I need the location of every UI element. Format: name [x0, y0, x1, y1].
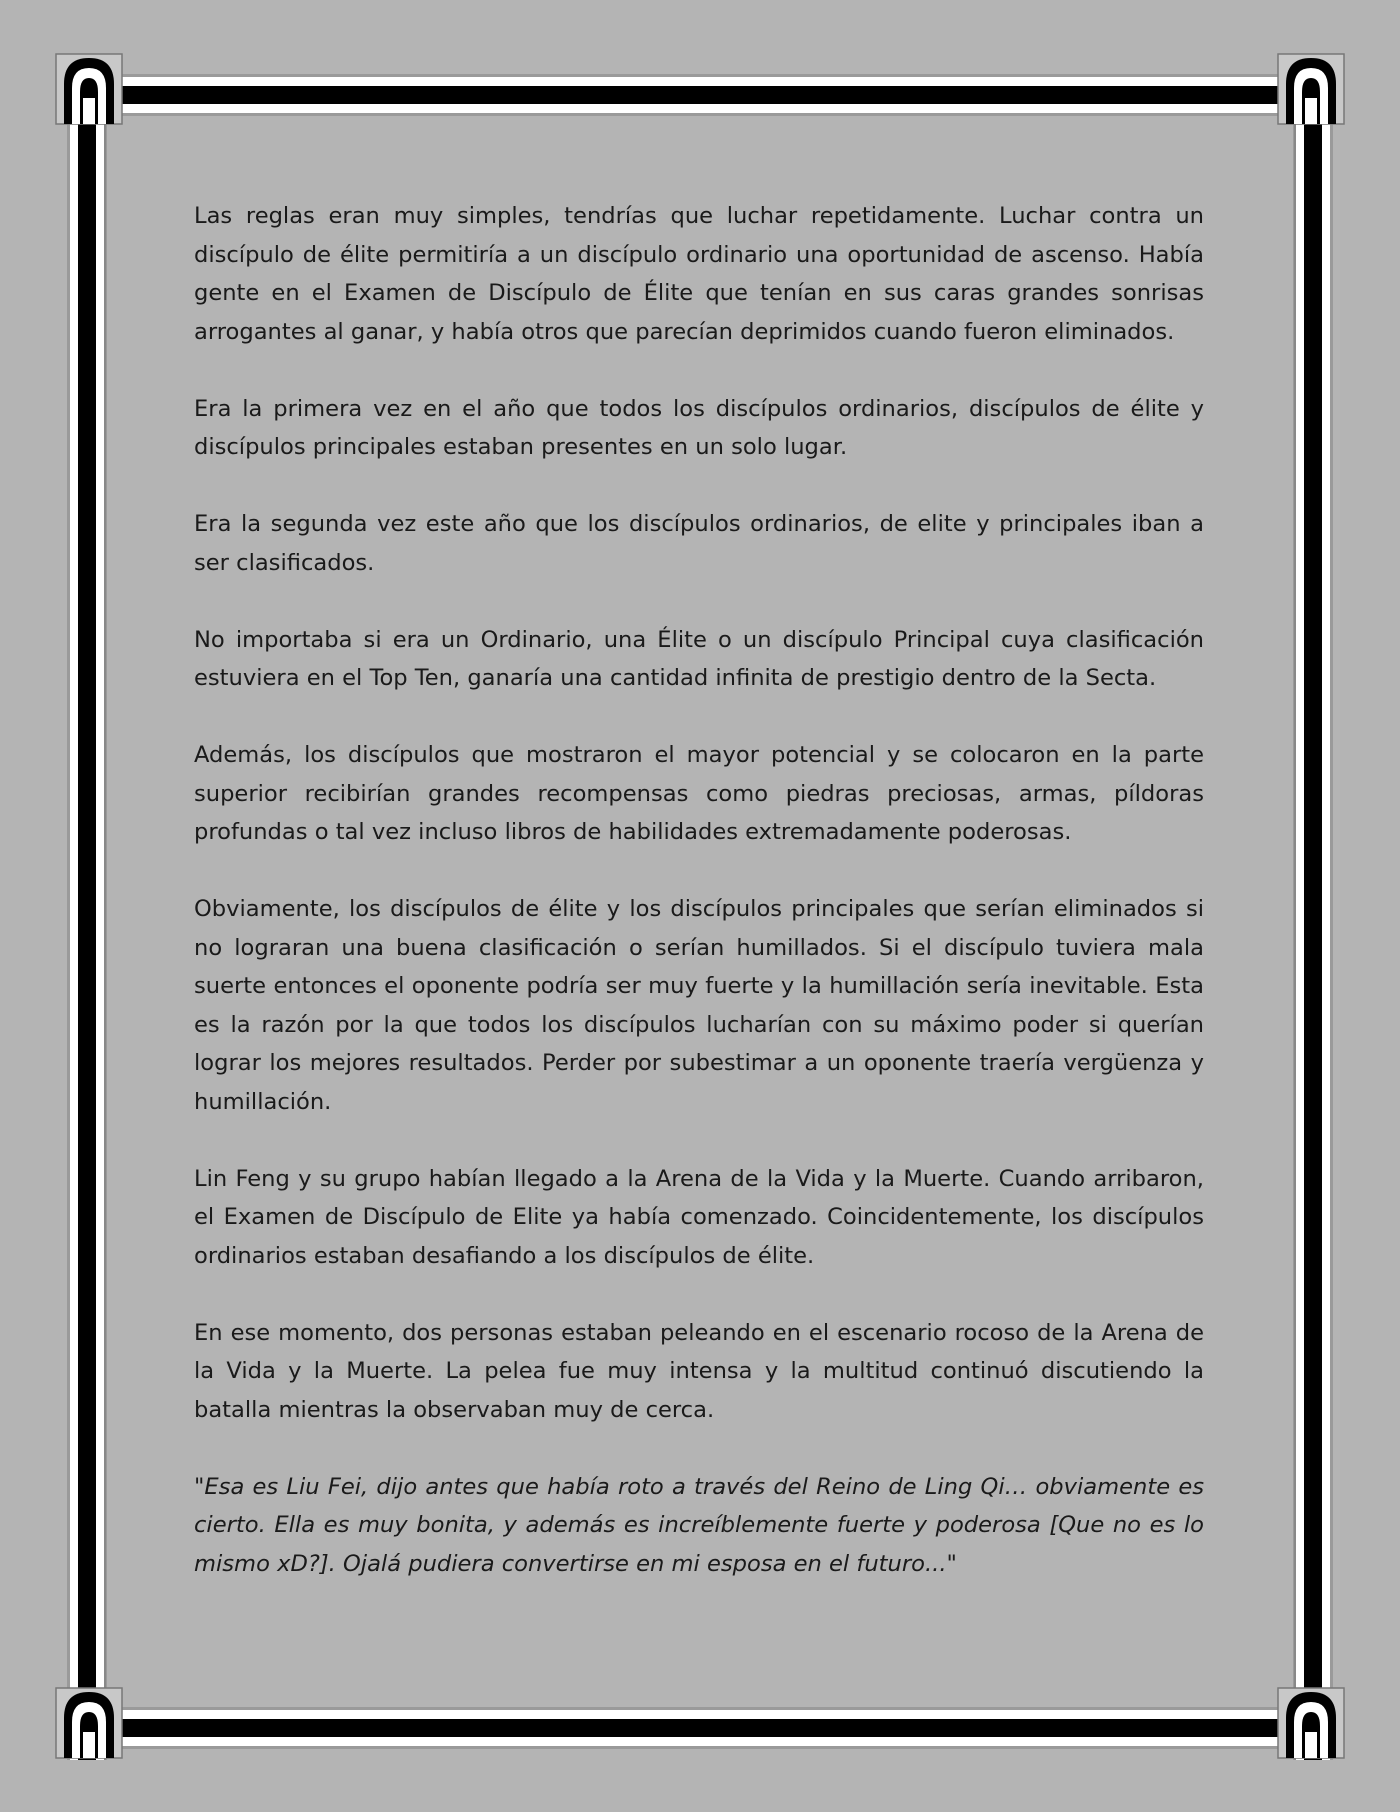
paragraph-arrival: Lin Feng y su grupo habían llegado a la Arena de la Vida y la Muerte. Cuando arribaron, el Examen de Discípulo de Elite ya había comenzado. Coincidentemente, los discípulos ordinarios estaban desafiando a los discípulos de élite.	[194, 1165, 1204, 1269]
corner-ornament-bottom-left	[56, 1688, 122, 1758]
corner-ornament-top-right	[1278, 54, 1344, 124]
left-border-bar	[67, 100, 107, 1760]
paragraph-top-ten: No importaba si era un Ordinario, una Élite o un discípulo Principal cuya clasificación estuviera en el Top Ten, ganaría una cantidad infinita de prestigio dentro de la Secta.	[194, 626, 1204, 691]
bottom-border-bar	[115, 1707, 1285, 1749]
paragraph-quote-dialogue: "Esa es Liu Fei, dijo antes que había roto a través del Reino de Ling Qi… obviamente es cierto. Ella es muy bonita, y además es increíblemente fuerte y poderosa [Que no es lo mismo xD?]. Ojalá pudiera convertirse en mi esposa en el futuro..."	[194, 1473, 1204, 1577]
paragraph-rules: Las reglas eran muy simples, tendrías que luchar repetidamente. Luchar contra un discípulo de élite permitiría a un discípulo ordinario una oportunidad de ascenso. Había gente en el Examen de Discípulo de Élite que tenían en sus caras grandes sonrisas arrogantes al ganar, y había otros que parecían deprimidos cuando fueron eliminados.	[194, 203, 1204, 345]
paragraph-fight: En ese momento, dos personas estaban peleando en el escenario rocoso de la Arena de la Vida y la Muerte. La pelea fue muy intensa y la multitud continuó discutiendo la batalla mientras la observaban muy de cerca.	[194, 1319, 1204, 1423]
right-border-bar	[1293, 100, 1333, 1760]
top-border-bar	[115, 74, 1285, 116]
document-body	[194, 197, 1204, 1622]
corner-ornament-bottom-right	[1278, 1688, 1344, 1758]
paragraph-humiliation: Obviamente, los discípulos de élite y los discípulos principales que serían eliminados si no lograran una buena clasificación o serían humillados. Si el discípulo tuviera mala suerte entonces el oponente podría ser muy fuerte y la humillación sería inevitable. Esta es la razón por la que todos los discípulos lucharían con su máximo poder si querían lograr los mejores resultados. Perder por subestimar a un oponente traería vergüenza y humillación.	[194, 896, 1204, 1115]
paragraph-second-time: Era la segunda vez este año que los discípulos ordinarios, de elite y principales iban a ser clasificados.	[194, 511, 1204, 576]
corner-ornament-top-left	[56, 54, 122, 124]
paragraph-first-time: Era la primera vez en el año que todos los discípulos ordinarios, discípulos de élite y discípulos principales estaban presentes en un solo lugar.	[194, 395, 1204, 460]
paragraph-rewards: Además, los discípulos que mostraron el mayor potencial y se colocaron en la parte superior recibirían grandes recompensas como piedras preciosas, armas, píldoras profundas o tal vez incluso libros de habilidades extremadamente poderosas.	[194, 742, 1204, 845]
